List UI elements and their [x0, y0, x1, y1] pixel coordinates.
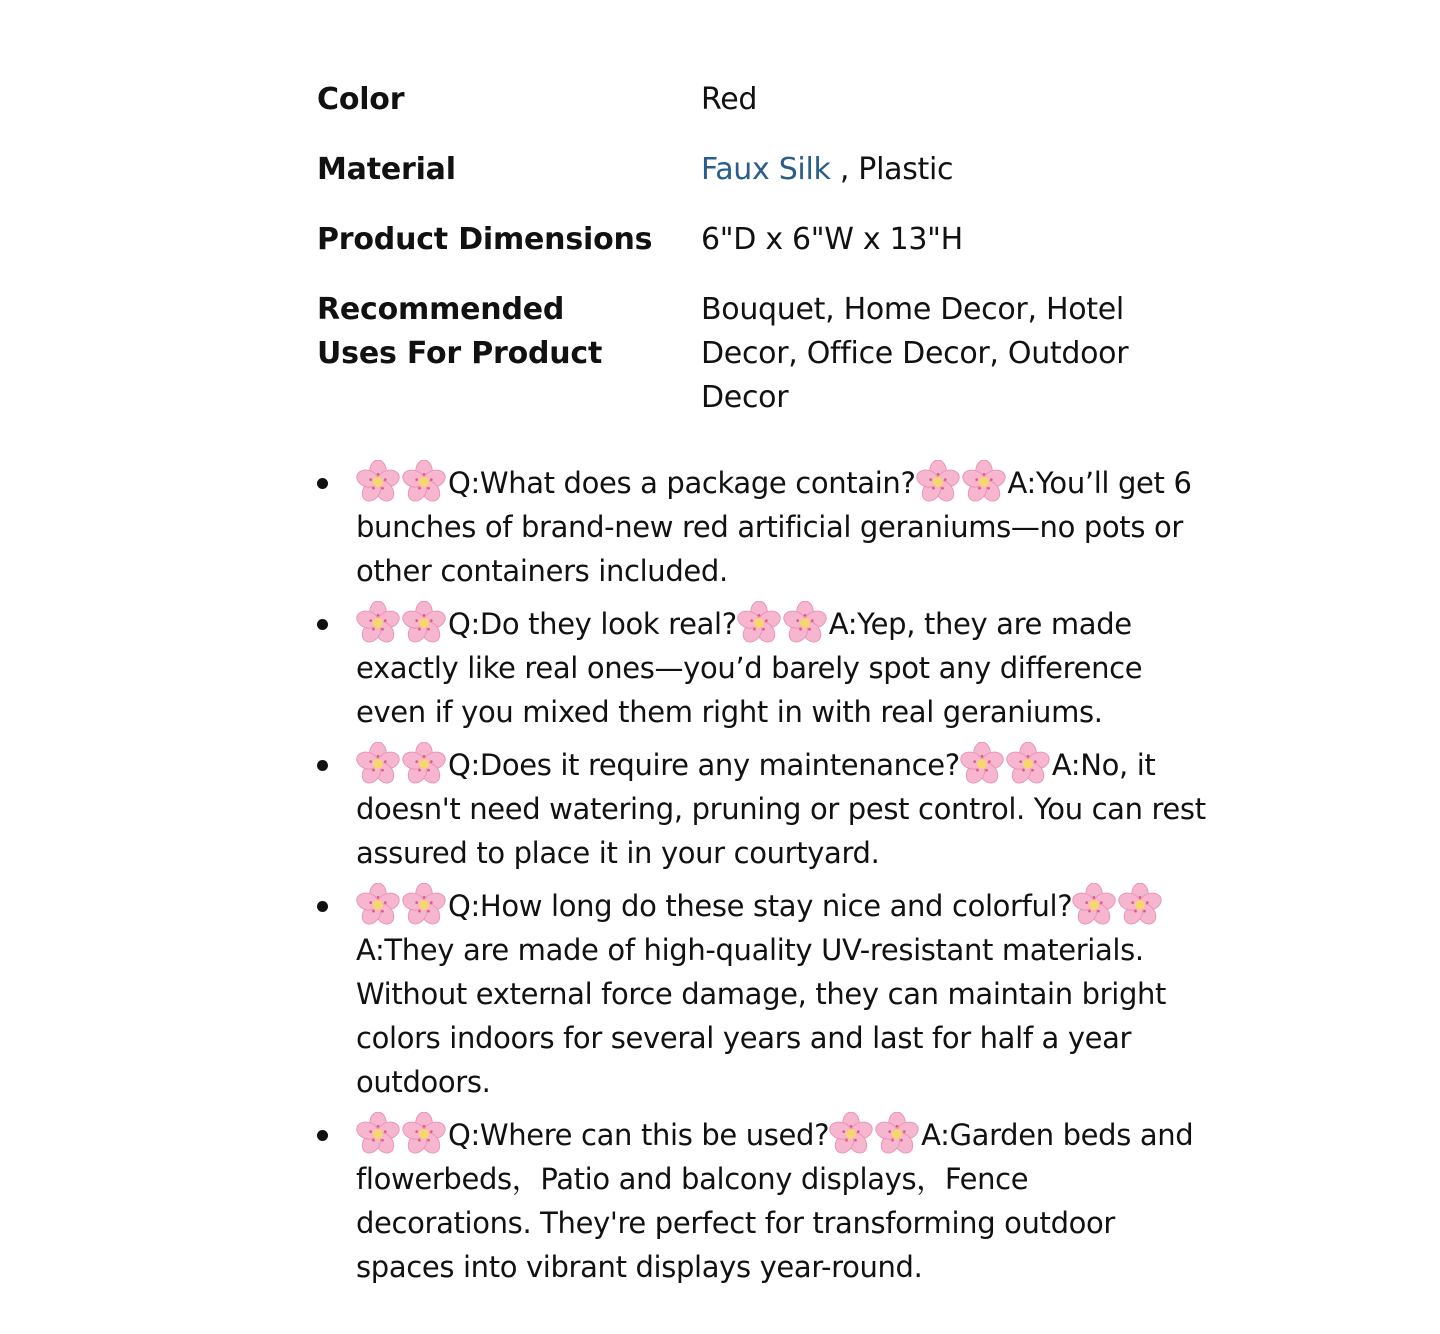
product-details: [317, 78, 1207, 1297]
faq-answer: A:You’ll get 6 bunches of brand-new red artificial geraniums—no pots or other containers included.: [356, 466, 1192, 588]
faq-item: [317, 742, 1207, 875]
faq-answer: A:Garden beds and flowerbeds，Patio and balcony displays，Fence decorations. They're perfect for transforming outdoor spaces into vibrant displays year-round.: [356, 1118, 1194, 1284]
bullet-icon: [317, 760, 328, 771]
faq-question: Q:Do they look real?: [448, 607, 737, 641]
faq-item: [317, 1112, 1207, 1289]
faq-list: [317, 460, 1207, 1289]
faq-answer: A:Yep, they are made exactly like real ones—you’d barely spot any difference even if you mixed them right in with real geraniums.: [356, 607, 1143, 729]
spec-value-color: Red: [701, 82, 758, 117]
cherry-blossom-icon: [829, 1112, 873, 1156]
cherry-blossom-icon: [356, 460, 400, 504]
faq-question: Q:How long do these stay nice and colorful?: [448, 889, 1073, 923]
cherry-blossom-icon: [356, 883, 400, 927]
cherry-blossom-icon: [402, 1112, 446, 1156]
faq-question: Q:Does it require any maintenance?: [448, 748, 960, 782]
material-link-faux-silk[interactable]: Faux Silk: [701, 152, 831, 187]
faq-item: [317, 883, 1207, 1104]
cherry-blossom-icon: [960, 742, 1004, 786]
faq-item: [317, 460, 1207, 593]
faq-answer: A:No, it doesn't need watering, pruning or pest control. You can rest assured to place it in your courtyard.: [356, 748, 1206, 870]
spec-label-material: Material: [317, 152, 456, 187]
cherry-blossom-icon: [1006, 742, 1050, 786]
cherry-blossom-icon: [402, 460, 446, 504]
spec-label-color: Color: [317, 82, 405, 117]
faq-question: Q:Where can this be used?: [448, 1118, 830, 1152]
faq-question: Q:What does a package contain?: [448, 466, 916, 500]
faq-answer: A:They are made of high-quality UV-resistant materials. Without external force damage, they can maintain bright colors indoors for several years and last for half a year outdoors.: [356, 933, 1167, 1099]
cherry-blossom-icon: [356, 742, 400, 786]
spec-value-material: [701, 148, 1201, 218]
product-specs-table: [317, 78, 1207, 420]
cherry-blossom-icon: [1118, 883, 1162, 927]
spec-label-dimensions: Product Dimensions: [317, 222, 653, 257]
cherry-blossom-icon: [875, 1112, 919, 1156]
cherry-blossom-icon: [916, 460, 960, 504]
material-rest: , Plastic: [830, 152, 954, 187]
cherry-blossom-icon: [402, 601, 446, 645]
spec-value-dimensions: 6"D x 6"W x 13"H: [701, 222, 963, 257]
cherry-blossom-icon: [783, 601, 827, 645]
cherry-blossom-icon: [356, 1112, 400, 1156]
cherry-blossom-icon: [356, 601, 400, 645]
cherry-blossom-icon: [402, 742, 446, 786]
cherry-blossom-icon: [737, 601, 781, 645]
spec-label-recommended-uses: Recommended Uses For Product: [317, 292, 603, 371]
cherry-blossom-icon: [962, 460, 1006, 504]
cherry-blossom-icon: [402, 883, 446, 927]
bullet-icon: [317, 1130, 328, 1141]
cherry-blossom-icon: [1072, 883, 1116, 927]
faq-item: [317, 601, 1207, 734]
bullet-icon: [317, 619, 328, 630]
spec-value-recommended-uses: Bouquet, Home Decor, Hotel Decor, Office Decor, Outdoor Decor: [701, 292, 1129, 415]
bullet-icon: [317, 478, 328, 489]
bullet-icon: [317, 901, 328, 912]
